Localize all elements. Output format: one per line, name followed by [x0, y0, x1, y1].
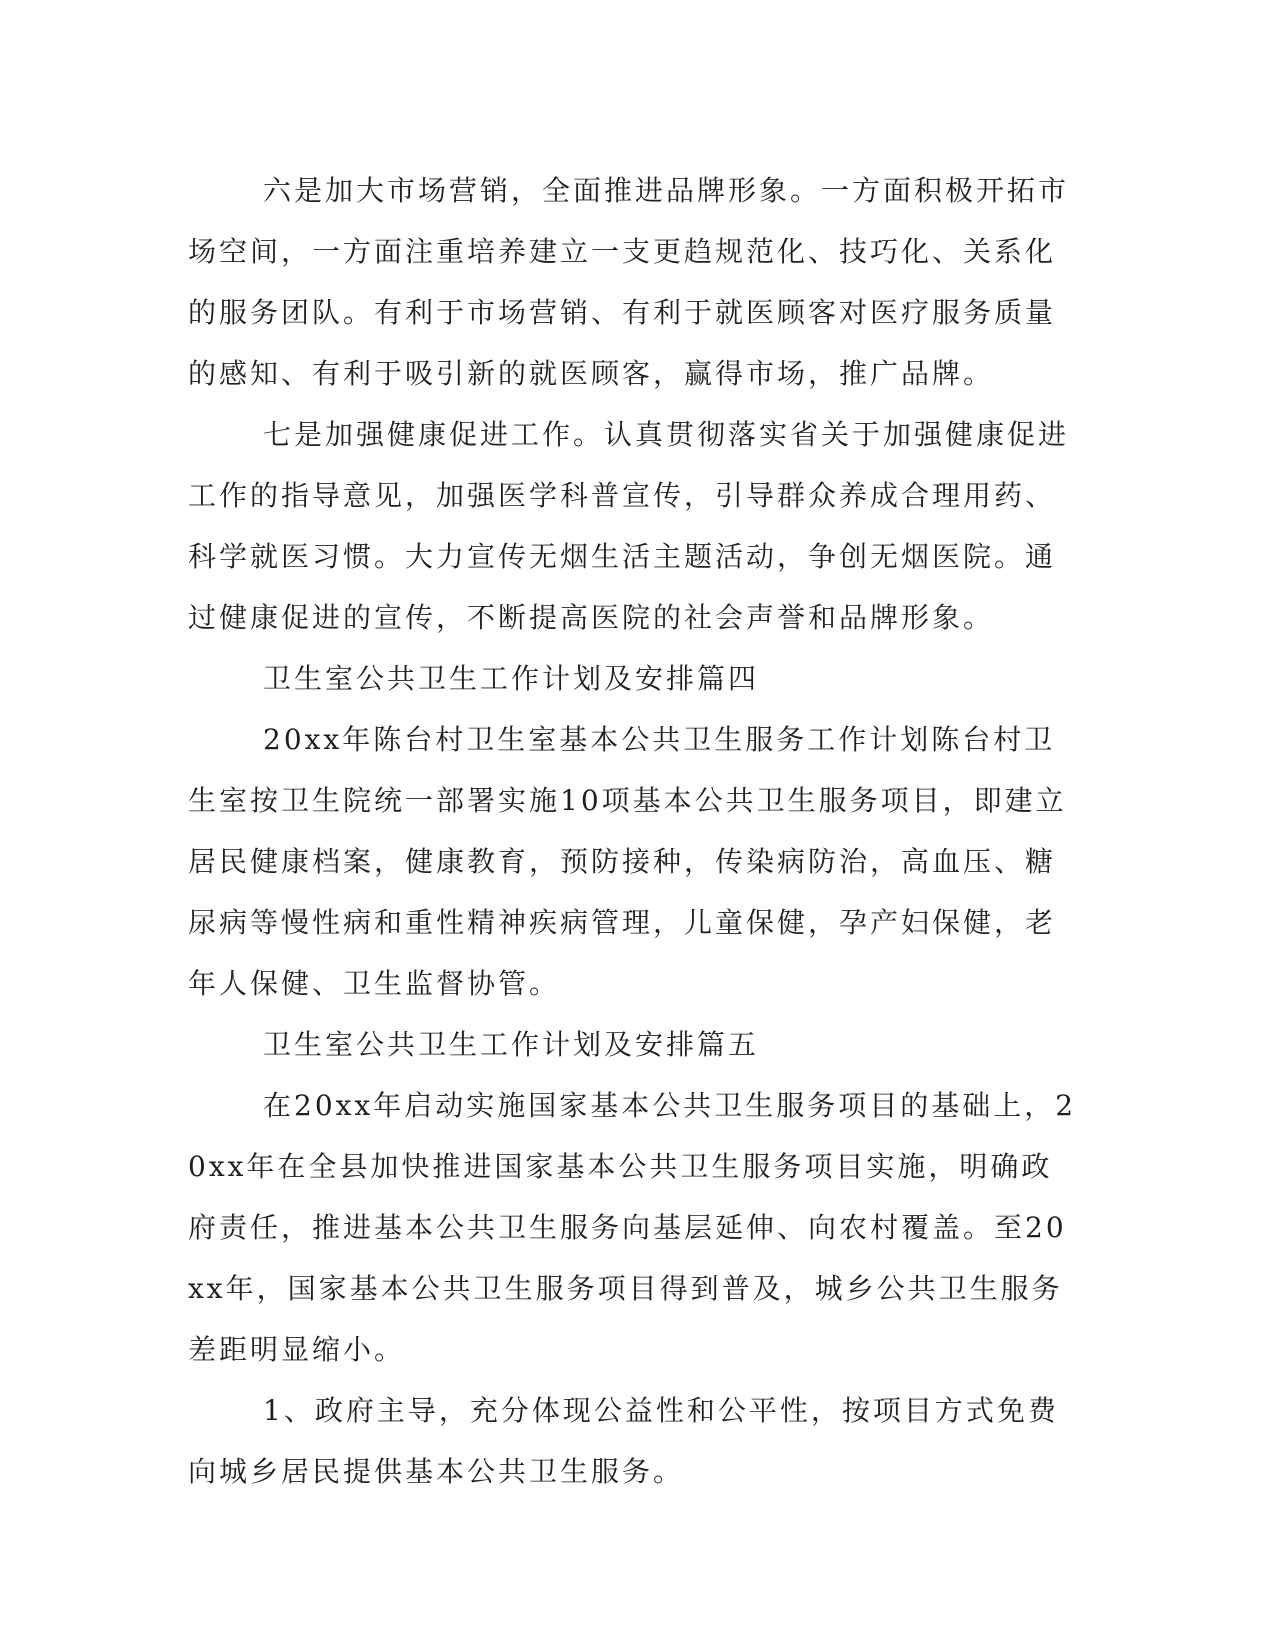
section-heading-part-four: 卫生室公共卫生工作计划及安排篇四	[263, 662, 760, 695]
paragraph-national-project: 在20xx年启动实施国家基本公共卫生服务项目的基础上，20xx年在全县加快推进国家基本公共卫生服务项目实施，明确政府责任，推进基本公共卫生服务向基层延伸、向农村覆盖。至20xx年，国家基本公共卫生服务项目得到普及，城乡公共卫生服务差距明显缩小。	[188, 1089, 1077, 1366]
paragraph-health-promotion: 七是加强健康促进工作。认真贯彻落实省关于加强健康促进工作的指导意见，加强医学科普宣传，引导群众养成合理用药、科学就医习惯。大力宣传无烟生活主题活动，争创无烟医院。通过健康促进的宣传，不断提高医院的社会声誉和品牌形象。	[188, 418, 1070, 634]
paragraph-marketing: 六是加大市场营销，全面推进品牌形象。一方面积极开拓市场空间，一方面注重培养建立一支更趋规范化、技巧化、关系化的服务团队。有利于市场营销、有利于就医顾客对医疗服务质量的感知、有利于吸引新的就医顾客，赢得市场，推广品牌。	[188, 174, 1070, 390]
paragraph-chentai-plan: 20xx年陈台村卫生室基本公共卫生服务工作计划陈台村卫生室按卫生院统一部署实施10项基本公共卫生服务项目，即建立居民健康档案，健康教育，预防接种，传染病防治，高血压、糖尿病等慢性病和重性精神疾病管理，儿童保健，孕产妇保健，老年人保健、卫生监督协管。	[188, 723, 1067, 1000]
document-body	[188, 160, 1078, 1502]
section-heading-part-five: 卫生室公共卫生工作计划及安排篇五	[263, 1028, 760, 1061]
paragraph-government-lead: 1、政府主导，充分体现公益性和公平性，按项目方式免费向城乡居民提供基本公共卫生服务。	[188, 1394, 1059, 1488]
